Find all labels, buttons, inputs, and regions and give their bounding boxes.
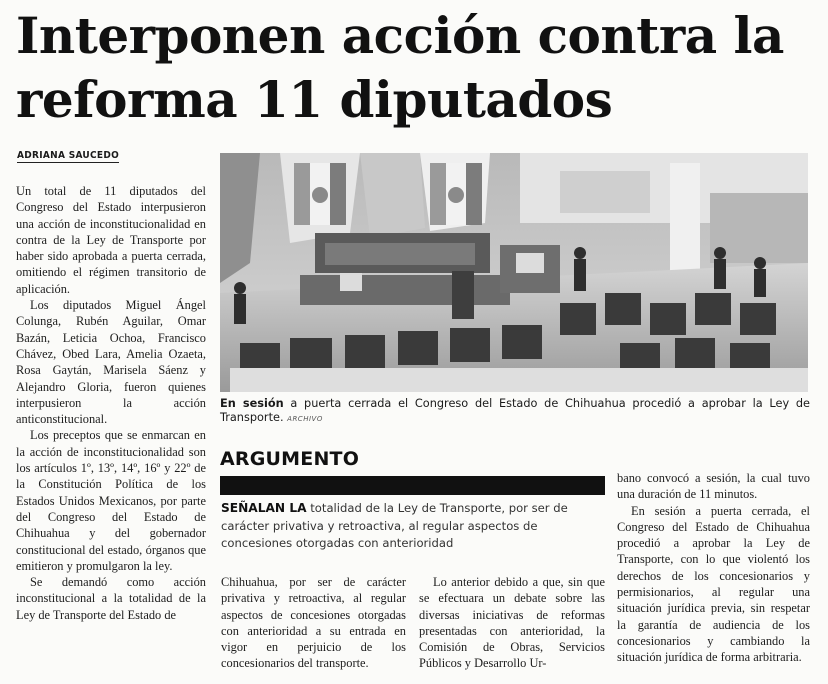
photo-caption	[220, 397, 810, 426]
session-hall-illustration	[220, 153, 808, 392]
body-column-2	[221, 574, 406, 672]
photo-credit: ARCHIVO	[287, 415, 323, 423]
body-column-4	[617, 470, 810, 666]
byline: ADRIANA SAUCEDO	[17, 150, 120, 161]
paragraph: Lo anterior debido a que, sin que se efectuara un debate sobre las diversas iniciativas de reformas presentadas con anterioridad, la Comisión de Obras, Servicios Públicos y Desarrollo Ur-	[419, 575, 605, 671]
teaser-lead: SEÑALAN LA	[221, 501, 307, 515]
section-divider-bar	[220, 476, 605, 495]
caption-text: a puerta cerrada el Congreso del Estado de Chihuahua procedió a aprobar la Ley de Transporte.	[220, 397, 810, 424]
body-column-3	[419, 574, 605, 672]
section-title: ARGUMENTO	[220, 448, 360, 470]
paragraph: En sesión a puerta cerrada, el Congreso del Estado de Chihuahua procedió a aprobar la Ley de Transporte, con lo que violentó los derechos de los concesionarios y permisionarios, al regular una situación jurídica previa, sin respetar la garantía de audiencia de los concesionarios y cambiando la situación jurídica de forma arbitraria.	[617, 503, 810, 665]
headline: Interponen acción contra la reforma 11 diputados	[16, 6, 784, 129]
mexican-flag-icon	[294, 163, 346, 225]
congress-session-photo	[220, 153, 808, 392]
summary-teaser	[221, 500, 605, 553]
paragraph: Un total de 11 diputados del Congreso del Estado interpusieron una acción de inconstitucionalidad en contra de la Ley de Transporte por haber sido aprobada a puerta cerrada, omitiendo el régimen transitorio de aplicación.	[16, 184, 206, 296]
paragraph: bano convocó a sesión, la cual tuvo una duración de 11 minutos.	[617, 471, 810, 502]
body-column-1	[16, 183, 206, 623]
paragraph: Chihuahua, por ser de carácter privativa y retroactiva, al regular aspectos de concesiones otorgadas con anterioridad a su entrada en vigor en perjuicio de los concesionarios del transporte.	[221, 575, 406, 671]
caption-lead: En sesión	[220, 397, 284, 410]
paragraph: Los diputados Miguel Ángel Colunga, Rubén Aguilar, Omar Bazán, Leticia Ochoa, Francisco Chávez, Obed Lara, Amelia Ozaeta, Rosa Gaytán, Marisela Sáenz y Alejandro Gloria, fueron quienes interpusieron la acción anticonstitucional.	[16, 298, 206, 427]
paragraph: Se demandó como acción inconstitucional a la totalidad de la Ley de Transporte del Estado de	[16, 575, 206, 622]
paragraph: Los preceptos que se enmarcan en la acción de inconstitucionalidad son los artículos 1º, 13º, 14º, 16º y 22º de la Constitución Política de los Estados Unidos Mexicanos, por parte del Congreso del Estado de Chihuahua y del gobernador constitucional del estado, órganos que emitieron y promulgaron la ley.	[16, 428, 206, 573]
teaser-text: totalidad de la Ley de Transporte, por ser de carácter privativa y retroactiva, al regular aspectos de concesiones otorgadas con anterioridad	[221, 501, 568, 550]
